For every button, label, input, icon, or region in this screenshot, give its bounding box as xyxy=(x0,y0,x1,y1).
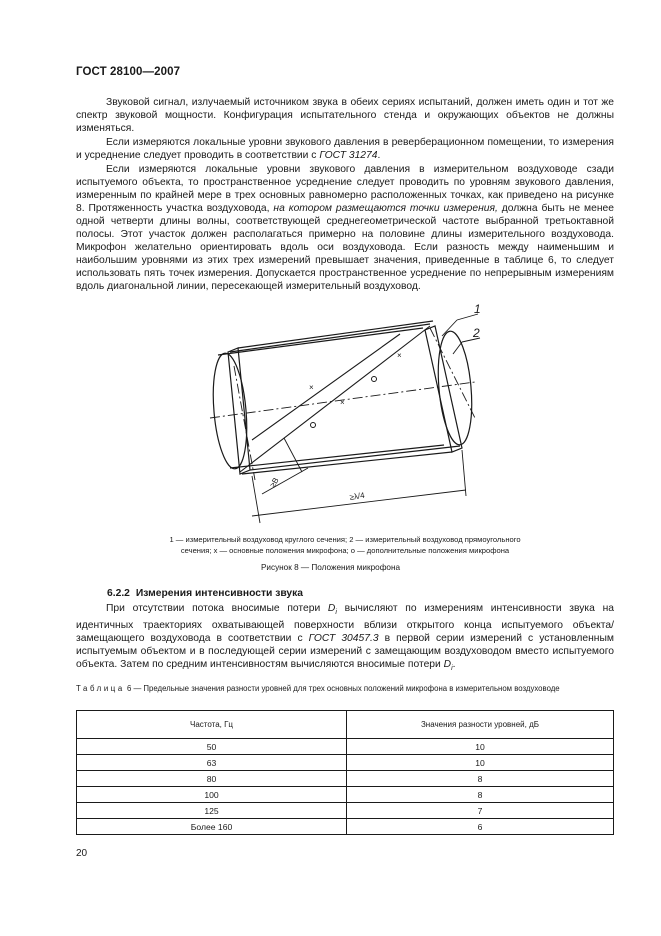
level-difference-table xyxy=(76,710,614,835)
figure-8-duct-diagram xyxy=(190,300,490,525)
microphone-main-position: × xyxy=(309,383,314,392)
figure-legend: 1 — измерительный воздуховод круглого сечения; 2 — измерительный воздуховод прямоугольного сечения; x — основные положения микрофона; o — дополнительные положения микрофона xyxy=(169,535,521,555)
figure-title: Рисунок 8 — Положения микрофона xyxy=(260,563,401,572)
reference-gost-31274: ГОСТ 31274 xyxy=(319,150,378,161)
column-header-frequency: Частота, Гц xyxy=(77,711,347,739)
table-caption: Таблица 6 — Предельные значения разности уровней для трех основных положений микрофона в измерительном воздуховоде xyxy=(76,684,560,693)
rect-duct-back-face xyxy=(425,326,462,452)
callout-1: 1 xyxy=(474,302,481,316)
paragraph-reverberation: Если измеряются локальные уровни звукового давления в реверберационном помещении, то измерения и усреднение следует проводить в соответствии с ГОСТ 31274. xyxy=(76,137,614,161)
callout-2: 2 xyxy=(473,326,480,340)
paragraph-intensity: При отсутствии потока вносимые потери $D_i$ вычисляют по измерениям интенсивности звука на идентичных траекториях охватывающей поверхности вблизи открытого конца испытуемого объекта/замещающего воздуховода в соответствии с ГОСТ 30457.3 в первой серии измерений с установленным испытуемым объектом и в последующей серии измерений с замещающим воздуховодом вместо испытуемого объекта. Затем по средним интенсивностям вычисляются вносимые потери $D_i$. xyxy=(76,603,614,673)
table-header-row xyxy=(77,711,614,739)
dimension-label-short: ≥B xyxy=(267,476,281,489)
table-row: 80 8 xyxy=(77,771,614,787)
dimension-label-long: ≥λ/4 xyxy=(348,490,366,502)
section-heading: 6.2.2 Измерения интенсивности звука xyxy=(107,588,304,599)
column-header-level-difference: Значения разности уровней, дБ xyxy=(347,711,614,739)
reference-gost-30457-3: ГОСТ 30457.3 xyxy=(308,633,379,645)
microphone-extra-position xyxy=(311,423,316,428)
table-row: 50 10 xyxy=(77,739,614,755)
document-header: ГОСТ 28100—2007 xyxy=(76,66,181,78)
microphone-main-position: × xyxy=(340,398,345,407)
table-row: 100 8 xyxy=(77,787,614,803)
microphone-main-position: × xyxy=(397,351,402,360)
table-row: Более 160 6 xyxy=(77,819,614,835)
microphone-extra-position xyxy=(372,377,377,382)
diagonal-chord-line xyxy=(252,334,400,440)
round-duct-end-right xyxy=(434,330,476,446)
table-row: 63 10 xyxy=(77,755,614,771)
paragraph-sound-signal: Звуковой сигнал, излучаемый источником звука в обеих сериях испытаний, должен иметь один и тот же спектр звуковой мощности. Конфигурация испытательного стенда и окружающих объектов не должны изменяться. xyxy=(76,97,614,134)
table-row: 125 7 xyxy=(77,803,614,819)
paragraph-duct-averaging: Если измеряются локальные уровни звукового давления в измерительном воздуховоде сзади испытуемого объекта, то пространственное усреднение следует проводить по уровням звукового давления, измеренным по крайней мере в трех основных равномерно расположенных точках, как приведено на рисунке 8. Протяженность участка воздуховода, на котором размещаются точки измерения, должна быть не менее одной четверти длины волны, соответствующей среднегеометрической частоте выбранной третьоктавной полосы. Этот участок должен располагаться примерно на половине длины измерительного воздуховода. Микрофон желательно ориентировать вдоль оси воздуховода. Если разность между наименьшим и наибольшим уровнями из этих трех измерений превышает значения, приведенные в таблице 6, то следует использовать пять точек измерения. Допускается пространственное усреднение по непрерывным измерениям вдоль диагональной линии, пересекающей измерительный воздуховод. xyxy=(76,164,614,292)
page-number: 20 xyxy=(76,848,88,859)
emphasis-measurement-points: на котором размещаются точки измерения, xyxy=(273,203,498,214)
rect-duct-front-face xyxy=(228,348,250,474)
